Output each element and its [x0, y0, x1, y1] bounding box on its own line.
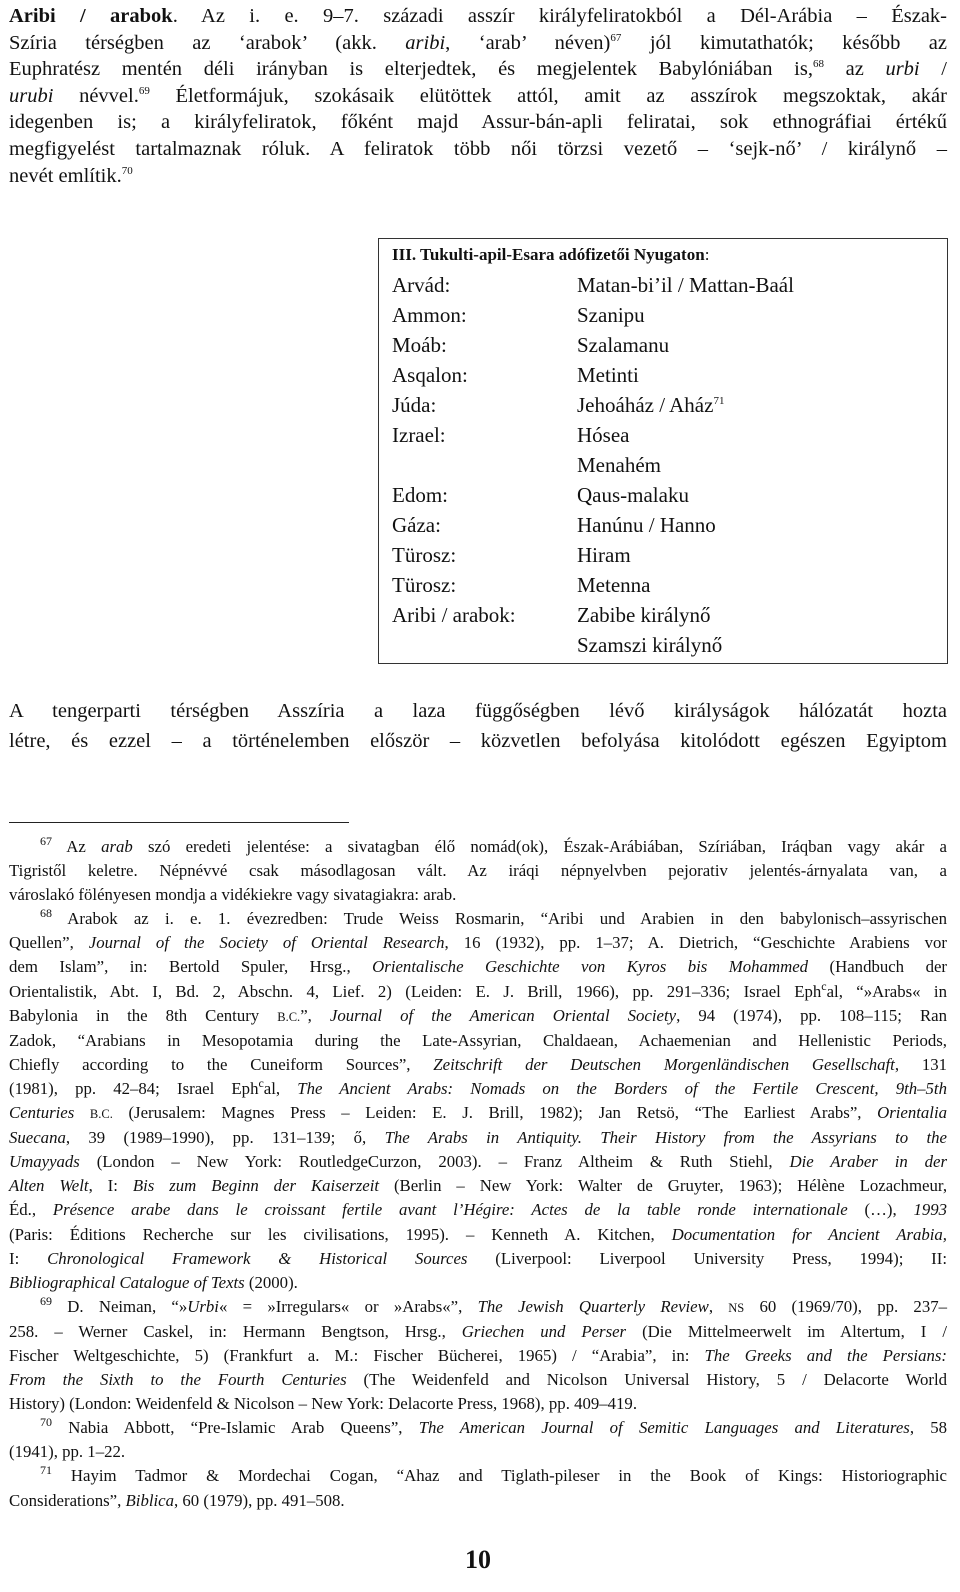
place-cell: Júda:: [392, 393, 437, 417]
place-cell: Izrael:: [392, 423, 446, 447]
footnote-separator: [9, 822, 349, 823]
page-number: 10: [465, 1545, 491, 1574]
table-rows: [392, 270, 947, 660]
table-row: [392, 600, 947, 630]
place-cell: Edom:: [392, 483, 448, 507]
table-row: [392, 420, 947, 450]
place-cell: Moáb:: [392, 333, 447, 357]
ruler-cell: Hiram: [577, 543, 631, 567]
table-row: [392, 630, 947, 660]
footnotes: $^{67}$ Az arab szó eredeti jelentése: a sivatagban élő nomád(ok), Észak-Arábiában, Szíriában, Iráqban vagy akár a Tigristől keletre. Népnévvé csak másodlagosan vált. Az iráqi népnyelvben pejorativ jelentés-árnyalata van, a városlakó fölényesen mondja a vidékiekre vagy sivatagiakra: arab. $^{68}$ Arabok az i. e. 1. évezredben: Trude Weiss Rosmarin, “Aribi und Arabien in den babylonisch–assyrischen Quellen”, Journal of the Society of Oriental Research, 16 (1932), pp. 1–37; A. Dietrich, “Geschichte Arabiens vor dem Islam”, in: Bertold Spuler, Hrsg., Orientalische Geschichte von Kyros bis Mohammed (Handbuch der Orientalistik, Abt. I, Bd. 2, Abschn. 4, Lief. 2) (Leiden: E. J. Brill, 1966), pp. 291–336; Israel Eph$^c$al, “»Arabs« in Babylonia in the 8th Century B.C.”, Journal of the American Oriental Society, 94 (1974), pp. 108–115; Ran Zadok, “Arabians in Mesopotamia during the Late-Assyrian, Chaldaean, Achaemenian and Hellenistic Periods, Chiefly according to the Cuneiform Sources”, Zeitschrift der Deutschen Morgenländischen Gesellschaft, 131 (1981), pp. 42–84; Israel Eph$^c$al, The Ancient Arabs: Nomads on the Borders of the Fertile Crescent, 9th–5th Centuries B.C. (Jerusalem: Magnes Press – Leiden: E. J. Brill, 1982); Jan Retsö, “The Earliest Arabs”, Orientalia Suecana, 39 (1989–1990), pp. 131–139; ő, The Arabs in Antiquity. Their History from the Assyrians to the Umayyads (London – New York: RoutledgeCurzon, 2003). – Franz Altheim & Ruth Stiehl, Die Araber in der Alten Welt, I: Bis zum Beginn der Kaiserzeit (Berlin – New York: Walter de Gruyter, 1963); Hélène Lozachmeur, Éd., Présence arabe dans le croissant fertile avant l’Hégire: Actes de la table ronde internationale (…), 1993 (Paris: Éditions Recherche sur les civilisations, 1995). – Kenneth A. Kitchen, Documentation for Ancient Arabia, I: Chronological Framework & Historical Sources (Liverpool: Liverpool University Press, 1994); II: Bibliographical Catalogue of Texts (2000). $^{69}$ D. Neiman, “»Urbi« = »Irregulars« or »Arabs«”, The Jewish Quarterly Review, NS 60 (1969/70), pp. 237– 258. – Werner Caskel, in: Hermann Bengtson, Hrsg., Griechen und Perser (Die Mittelmeerwelt im Altertum, I / Fischer Weltgeschichte, 5) (Frankfurt a. M.: Fischer Bücherei, 1965) / “Arabia”, in: The Greeks and the Persians: From the Sixth to the Fourth Centuries (The Weidenfeld and Nicolson Universal History, 5 / Delacorte World History) (London: Weidenfeld & Nicolson – New York: Delacorte Press, 1968), pp. 409–419. $^{70}$ Nabia Abbott, “Pre-Islamic Arab Queens”, The American Journal of Semitic Languages and Literatures, 58 (1941), pp. 1–22. $^{71}$ Hayim Tadmor & Mordechai Cogan, “Ahaz and Tiglath-pileser in the Book of Kings: Historiographic Considerations”, Biblica, 60 (1979), pp. 491–508.: [9, 834, 948, 1510]
place-cell: [392, 450, 577, 480]
footnote-ref: 67: [610, 31, 622, 44]
ruler-cell: Szamszi királynő: [577, 633, 723, 657]
ruler-cell: Qaus-malaku: [577, 483, 689, 507]
ruler-cell: Hanúnu / Hanno: [577, 513, 716, 537]
ruler-cell: Zabibe királynő: [577, 603, 711, 627]
table-row: [392, 390, 947, 420]
table-row: [392, 270, 947, 300]
ruler-cell: Menahém: [577, 453, 661, 477]
table-row: [392, 540, 947, 570]
table-row: [392, 570, 947, 600]
place-cell: Arvád:: [392, 273, 451, 297]
tributaries-table: [378, 238, 948, 664]
place-cell: [392, 630, 577, 660]
place-cell: Türosz:: [392, 543, 457, 567]
table-row: [392, 360, 947, 390]
table-row: [392, 510, 947, 540]
footnote-ref: 69: [138, 84, 150, 97]
footnote-ref: 68: [812, 58, 824, 71]
footnote-69: $^{69}$ D. Neiman, “»Urbi« = »Irregulars« or »Arabs«”, The Jewish Quarterly Review, NS 60 (1969/70), pp. 237–: [40, 1293, 947, 1316]
ruler-cell: Szanipu: [577, 303, 645, 327]
table-row: [392, 480, 947, 510]
ruler-cell: Hósea: [577, 423, 630, 447]
intro-paragraph: Aribi / arabok. Az i. e. 9–7. századi asszír királyfeliratokból a Dél-Arábia – Észak- Szíria térségben az ‘arabok’ (akk. aribi, ‘arab’ néven)$^{67}$ jól kimutathatók; később az Euphratész mentén déli irányban is elterjedtek, és megjelentek Babylóniában is,$^{68}$ az urbi / urubi névvel.$^{69}$ Életformájuk, szokásaik elütöttek attól, amit az asszírok megszoktak, akár idegenben is; a királyfeliratok, főként majd Assur-bán-apli feliratai, sok ethnográfiai értékű megfigyelést tartalmaznak róluk. A feliratok több női törzsi vezető – ‘sejk-nő’ / királynő – nevét említik.$^{70}$: [9, 5, 947, 187]
footnote-67: $^{67}$ Az arab szó eredeti jelentése: a sivatagban élő nomád(ok), Észak-Arábiában, Szíriában, Iráqban vagy akár a: [40, 834, 947, 856]
place-cell: Ammon:: [392, 303, 467, 327]
ruler-cell: Szalamanu: [577, 333, 670, 357]
place-cell: Gáza:: [392, 513, 441, 537]
footnote-ref: 70: [121, 164, 133, 177]
term-heading: Aribi / arabok: [9, 5, 173, 27]
footnote-70: $^{70}$ Nabia Abbott, “Pre-Islamic Arab Queens”, The American Journal of Semitic Languages and Literatures, 58: [40, 1415, 948, 1438]
ruler-cell: Metinti: [577, 363, 639, 387]
table-row: [392, 330, 947, 360]
place-cell: Aribi / arabok:: [392, 603, 516, 627]
footnote-68: $^{68}$ Arabok az i. e. 1. évezredben: Trude Weiss Rosmarin, “Aribi und Arabien in den babylonisch–assyrischen: [40, 906, 947, 929]
place-cell: Türosz:: [392, 573, 457, 597]
footnote-ref: 71: [713, 395, 725, 407]
ruler-cell: Metenna: [577, 573, 651, 597]
table-row: [392, 300, 947, 330]
table-title: III. Tukulti-apil-Esara adófizetői Nyugaton:: [392, 245, 710, 264]
body-paragraph: A tengerparti térségben Asszíria a laza függőségben lévő királyságok hálózatát hozta létre, és ezzel – a történelemben először – közvetlen befolyása kitolódott egészen Egyiptom: [9, 700, 947, 752]
ruler-cell: Matan-bi’il / Mattan-Baál: [577, 273, 794, 297]
table-row: [392, 450, 947, 480]
place-cell: Asqalon:: [392, 363, 468, 387]
footnote-71: $^{71}$ Hayim Tadmor & Mordechai Cogan, “Ahaz and Tiglath-pileser in the Book of Kings: Historiographic: [40, 1463, 947, 1486]
ruler-cell: Jehoáház / Aház$^{71}$: [577, 393, 725, 417]
